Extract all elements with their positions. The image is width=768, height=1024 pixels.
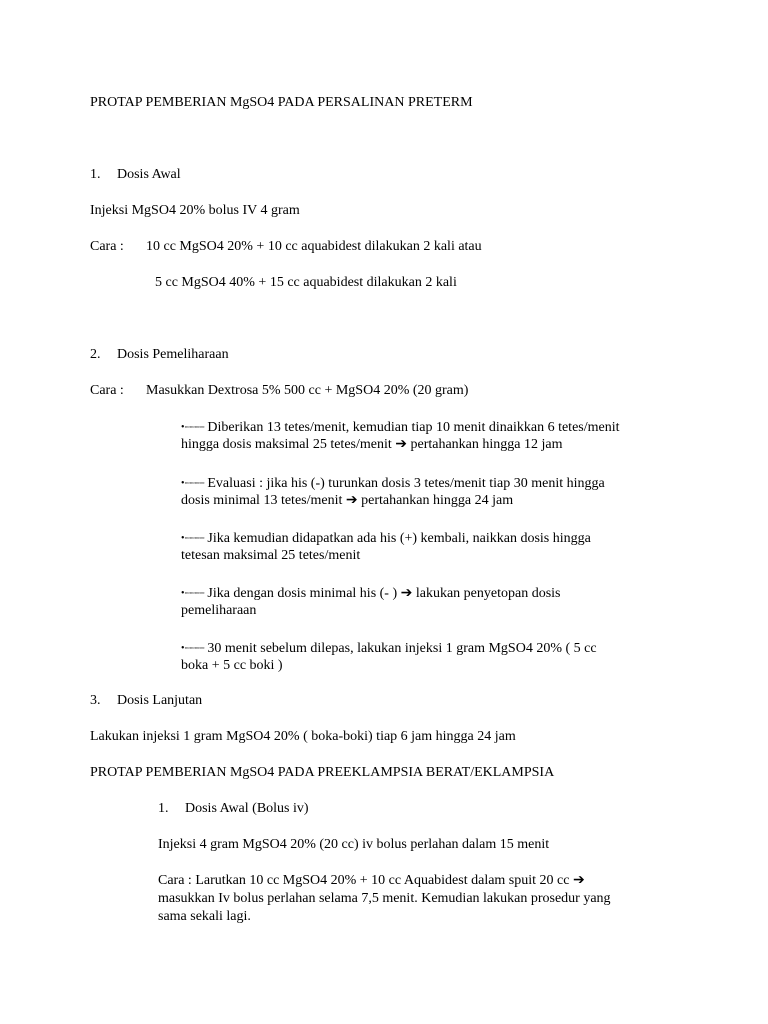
list-item (181, 639, 597, 658)
section-heading-dosis-awal (90, 166, 181, 184)
cara-line (90, 238, 482, 256)
document-title-2: PROTAP PEMBERIAN MgSO4 PADA PREEKLAMPSIA BERAT/EKLAMPSIA (90, 765, 555, 780)
cara-line (90, 382, 468, 400)
bullet-icon: • (181, 643, 185, 654)
section-heading-text: Dosis Awal (Bolus iv) (185, 801, 309, 816)
list-item (181, 529, 591, 548)
cara-label: Cara : (90, 239, 124, 254)
section-heading-dosis-lanjutan (90, 692, 202, 710)
list-item-continuation: pemeliharaan (181, 603, 257, 618)
list-item-text: Evaluasi : jika his (-) turunkan dosis 3 tetes/menit tiap 30 menit hingga (207, 476, 605, 491)
cara-alt-text: 5 cc MgSO4 40% + 15 cc aquabidest dilakukan 2 kali (155, 275, 457, 290)
section-heading-text: Dosis Lanjutan (117, 693, 203, 708)
cara-text: 10 cc MgSO4 20% + 10 cc aquabidest dilakukan 2 kali atau (146, 239, 482, 254)
cara-label: Cara : (90, 383, 124, 398)
bullet-marker-icon: ▫▫▫▫▫▫▫▫ (184, 423, 205, 431)
list-item (181, 418, 620, 437)
list-item-text: 30 menit sebelum dilepas, lakukan injeksi 1 gram MgSO4 20% ( 5 cc (207, 641, 597, 656)
bullet-icon: • (181, 533, 185, 544)
section-heading-dosis-pemeliharaan (90, 346, 229, 364)
list-item-text: Jika dengan dosis minimal his (- ) ➔ lakukan penyetopan dosis (207, 586, 561, 601)
cara-text-line1: Cara : Larutkan 10 cc MgSO4 20% + 10 cc Aquabidest dalam spuit 20 cc ➔ (158, 873, 585, 888)
cara-text-line3: sama sekali lagi. (158, 909, 251, 924)
bullet-icon: • (181, 478, 185, 489)
section-number: 1. (90, 167, 101, 182)
bullet-icon: • (181, 422, 185, 433)
lanjutan-text: Lakukan injeksi 1 gram MgSO4 20% ( boka-boki) tiap 6 jam hingga 24 jam (90, 729, 516, 744)
list-item-continuation: hingga dosis maksimal 25 tetes/menit ➔ pertahankan hingga 12 jam (181, 437, 563, 452)
list-item-text: Diberikan 13 tetes/menit, kemudian tiap 10 menit dinaikkan 6 tetes/menit (207, 420, 620, 435)
bullet-marker-icon: ▫▫▫▫▫▫▫▫ (184, 589, 205, 597)
bullet-marker-icon: ▫▫▫▫▫▫▫▫ (184, 644, 205, 652)
list-item-continuation: tetesan maksimal 25 tetes/menit (181, 548, 361, 563)
section-heading-text: Dosis Awal (117, 167, 181, 182)
document-title: PROTAP PEMBERIAN MgSO4 PADA PERSALINAN PRETERM (90, 95, 473, 110)
bullet-marker-icon: ▫▫▫▫▫▫▫▫ (184, 534, 205, 542)
section-heading-text: Dosis Pemeliharaan (117, 347, 229, 362)
list-item-text: Jika kemudian didapatkan ada his (+) kembali, naikkan dosis hingga (207, 531, 591, 546)
section-number: 1. (158, 801, 169, 816)
bullet-icon: • (181, 588, 185, 599)
cara-text: Masukkan Dextrosa 5% 500 cc + MgSO4 20% (20 gram) (146, 383, 469, 398)
list-item-continuation: dosis minimal 13 tetes/menit ➔ pertahankan hingga 24 jam (181, 493, 514, 508)
bullet-marker-icon: ▫▫▫▫▫▫▫▫ (184, 479, 205, 487)
section-heading-dosis-awal-bolus (158, 800, 309, 818)
list-item (181, 584, 561, 603)
section-number: 3. (90, 693, 101, 708)
injeksi-text: Injeksi 4 gram MgSO4 20% (20 cc) iv bolus perlahan dalam 15 menit (158, 837, 550, 852)
list-item-continuation: boka + 5 cc boki ) (181, 658, 283, 673)
section-number: 2. (90, 347, 101, 362)
list-item (181, 474, 605, 493)
cara-text-line2: masukkan Iv bolus perlahan selama 7,5 menit. Kemudian lakukan prosedur yang (158, 891, 611, 906)
injeksi-text: Injeksi MgSO4 20% bolus IV 4 gram (90, 203, 300, 218)
